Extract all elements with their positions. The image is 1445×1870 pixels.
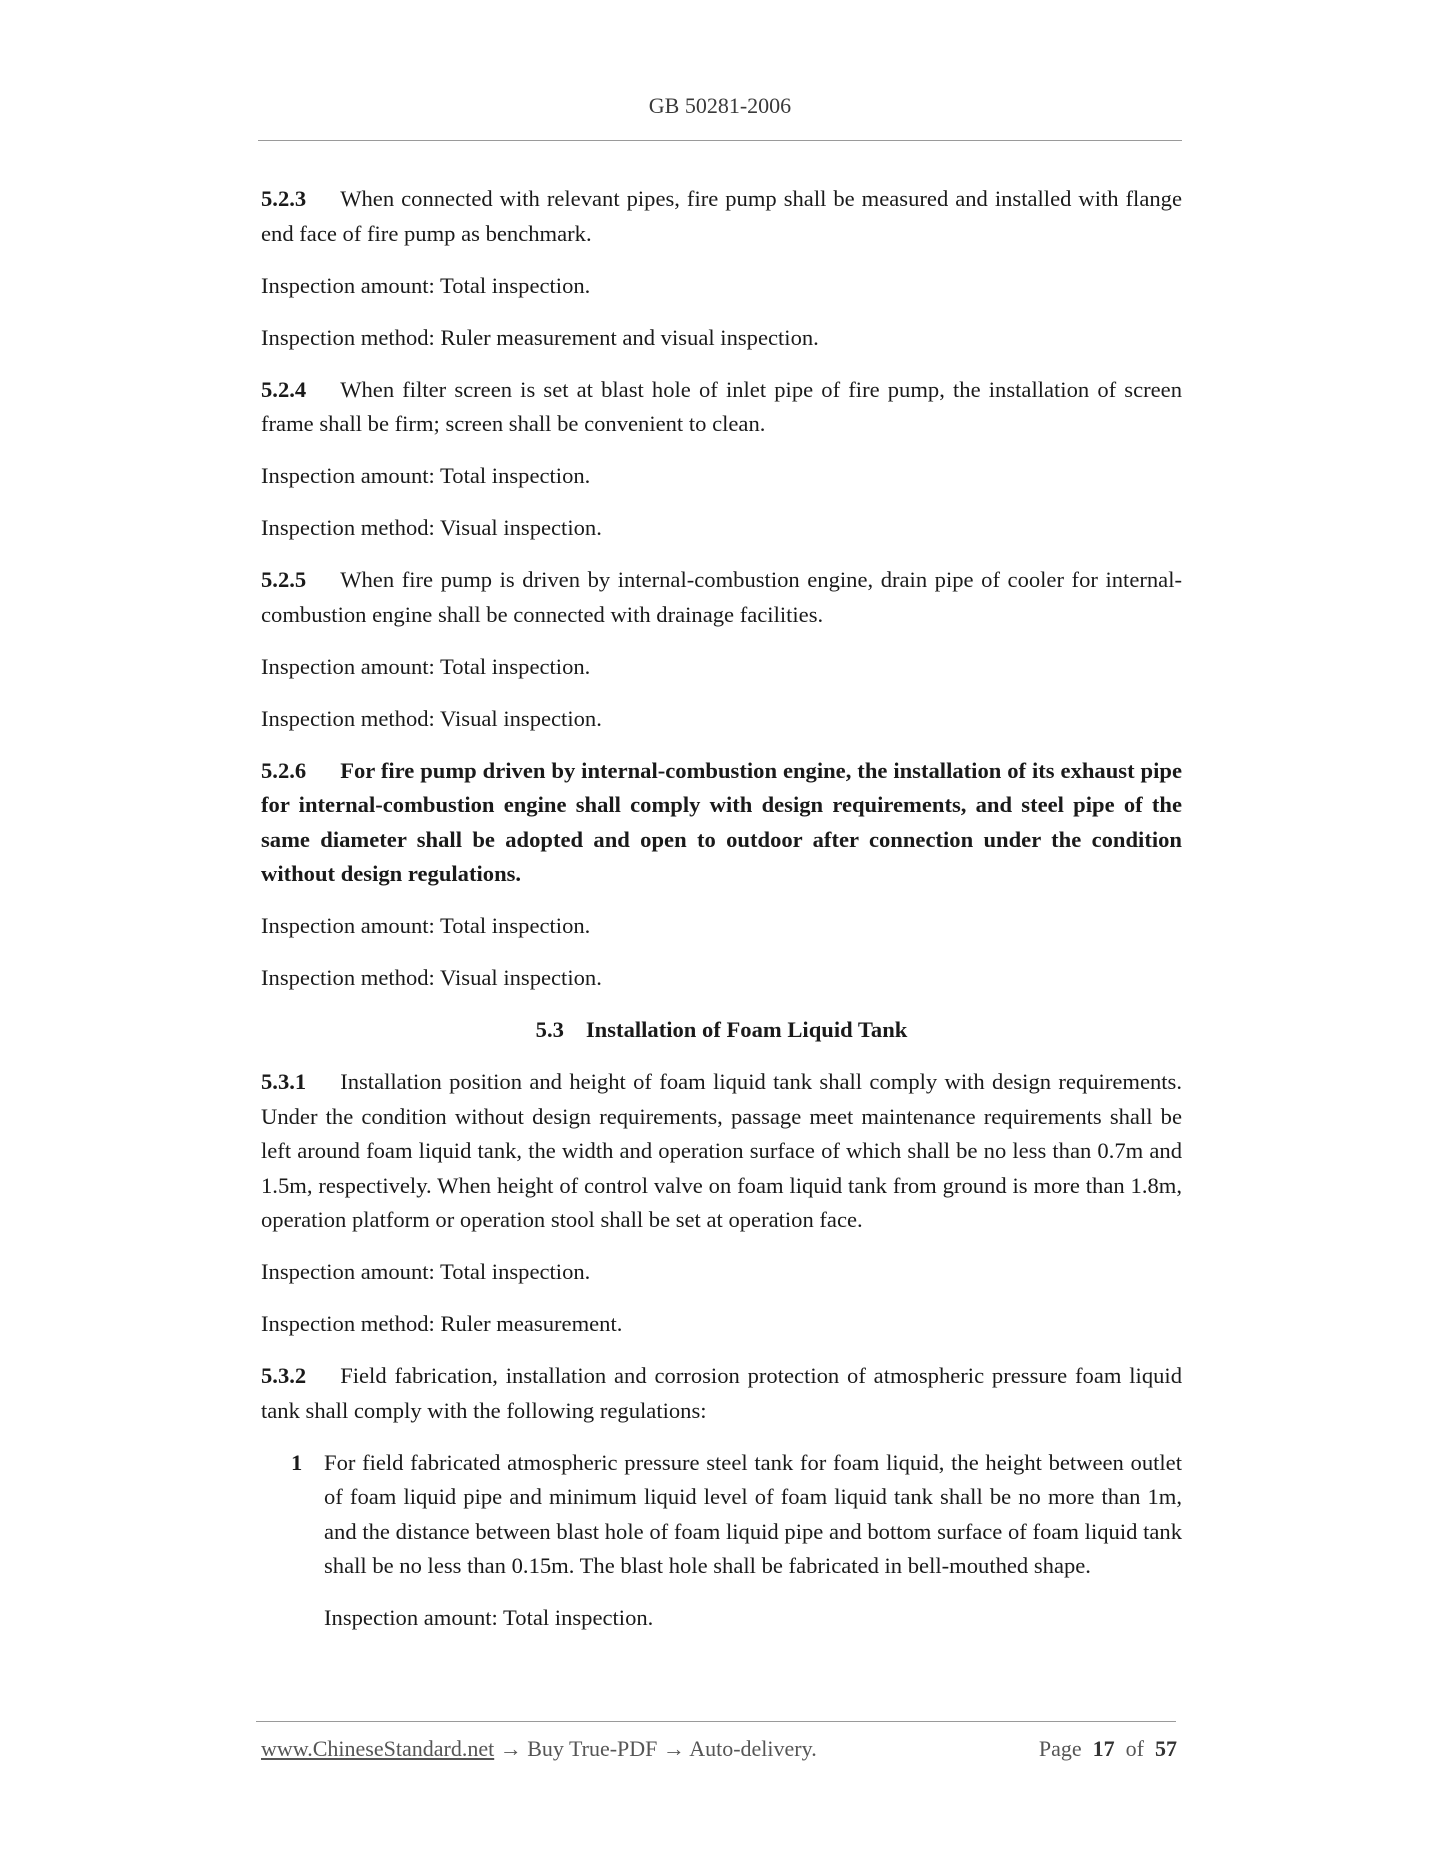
website-link[interactable]: www.ChineseStandard.net bbox=[261, 1736, 495, 1761]
clause-5-2-6 bbox=[261, 754, 1182, 892]
clause-number: 5.3.1 bbox=[261, 1069, 307, 1094]
document-header: GB 50281-2006 bbox=[648, 93, 792, 118]
inspection-method: Inspection method: Ruler measurement and visual inspection. bbox=[261, 324, 819, 350]
item-text: For field fabricated atmospheric pressure steel tank for foam liquid, the height between outlet of foam liquid pipe and minimum liquid level of foam liquid tank shall be no more than 1m, and the distance between blast hole of foam liquid pipe and bottom surface of foam liquid tank shall be no less than 0.15m. The blast hole shall be fabricated in bell-mouthed shape. bbox=[324, 1449, 1182, 1578]
clause-text: Field fabrication, installation and corrosion protection of atmospheric pressure foam liquid tank shall comply with the following regulations: bbox=[261, 1363, 1182, 1423]
clause-text: When connected with relevant pipes, fire pump shall be measured and installed with flange end face of fire pump as benchmark. bbox=[261, 186, 1182, 246]
clause-text: Installation position and height of foam liquid tank shall comply with design requirements. Under the condition without design requirements, passage meet maintenance requirements shall be left around foam liquid tank, the width and operation surface of which shall be no less than 0.7m and 1.5m, respectively. When height of control valve on foam liquid tank from ground is more than 1.8m, operation platform or operation stool shall be set at operation face. bbox=[261, 1069, 1182, 1232]
footer-divider bbox=[256, 1721, 1176, 1722]
page-total: 57 bbox=[1155, 1736, 1177, 1761]
section-number: 5.3 bbox=[535, 1017, 564, 1042]
arrow-icon: → bbox=[662, 1736, 685, 1761]
clause-number: 5.3.2 bbox=[261, 1363, 307, 1388]
inspection-amount: Inspection amount: Total inspection. bbox=[261, 1259, 591, 1284]
section-heading-5-3 bbox=[261, 1013, 1182, 1048]
clause-5-2-3 bbox=[261, 182, 1182, 251]
page-footer bbox=[261, 1736, 1177, 1762]
clause-5-3-2 bbox=[261, 1359, 1182, 1428]
page-label: Page bbox=[1038, 1736, 1082, 1761]
page-number: 17 bbox=[1092, 1736, 1115, 1761]
clause-text: For fire pump driven by internal-combustion engine, the installation of its exhaust pipe for internal-combustion engine shall comply with design requirements, and steel pipe of the same diameter shall be adopted and open to outdoor after connection under the condition without design regulations. bbox=[261, 757, 1182, 886]
buy-true-pdf-text: Buy True-PDF bbox=[527, 1736, 658, 1761]
clause-number: 5.2.3 bbox=[261, 186, 307, 211]
inspection-amount: Inspection amount: Total inspection. bbox=[261, 463, 591, 488]
inspection-amount: Inspection amount: Total inspection. bbox=[261, 272, 591, 298]
auto-delivery-text: Auto-delivery. bbox=[689, 1736, 817, 1761]
item-number: 1 bbox=[291, 1449, 303, 1475]
inspection-method: Inspection method: Visual inspection. bbox=[261, 515, 602, 540]
inspection-amount: Inspection amount: Total inspection. bbox=[261, 913, 591, 938]
arrow-icon: → bbox=[499, 1736, 522, 1761]
inspection-method: Inspection method: Visual inspection. bbox=[261, 965, 602, 990]
inspection-amount: Inspection amount: Total inspection. bbox=[324, 1605, 654, 1630]
clause-number: 5.2.5 bbox=[261, 567, 307, 592]
page-content bbox=[261, 182, 1182, 1653]
section-title: Installation of Foam Liquid Tank bbox=[585, 1017, 908, 1042]
clause-number: 5.2.4 bbox=[261, 376, 307, 402]
clause-text: When filter screen is set at blast hole of inlet pipe of fire pump, the installation of screen frame shall be firm; screen shall be convenient to clean. bbox=[261, 376, 1182, 436]
inspection-amount: Inspection amount: Total inspection. bbox=[261, 653, 591, 679]
page-indicator bbox=[1039, 1736, 1177, 1762]
clause-text: When fire pump is driven by internal-combustion engine, drain pipe of cooler for internal-combustion engine shall be connected with drainage facilities. bbox=[261, 567, 1182, 627]
clause-number: 5.2.6 bbox=[261, 757, 307, 783]
list-item-1 bbox=[261, 1446, 1182, 1584]
clause-5-2-5 bbox=[261, 563, 1182, 632]
clause-5-3-1 bbox=[261, 1065, 1182, 1238]
header-divider bbox=[258, 140, 1182, 141]
clause-5-2-4 bbox=[261, 373, 1182, 442]
of-label: of bbox=[1125, 1736, 1144, 1761]
inspection-method: Inspection method: Visual inspection. bbox=[261, 705, 602, 731]
inspection-method: Inspection method: Ruler measurement. bbox=[261, 1311, 623, 1336]
